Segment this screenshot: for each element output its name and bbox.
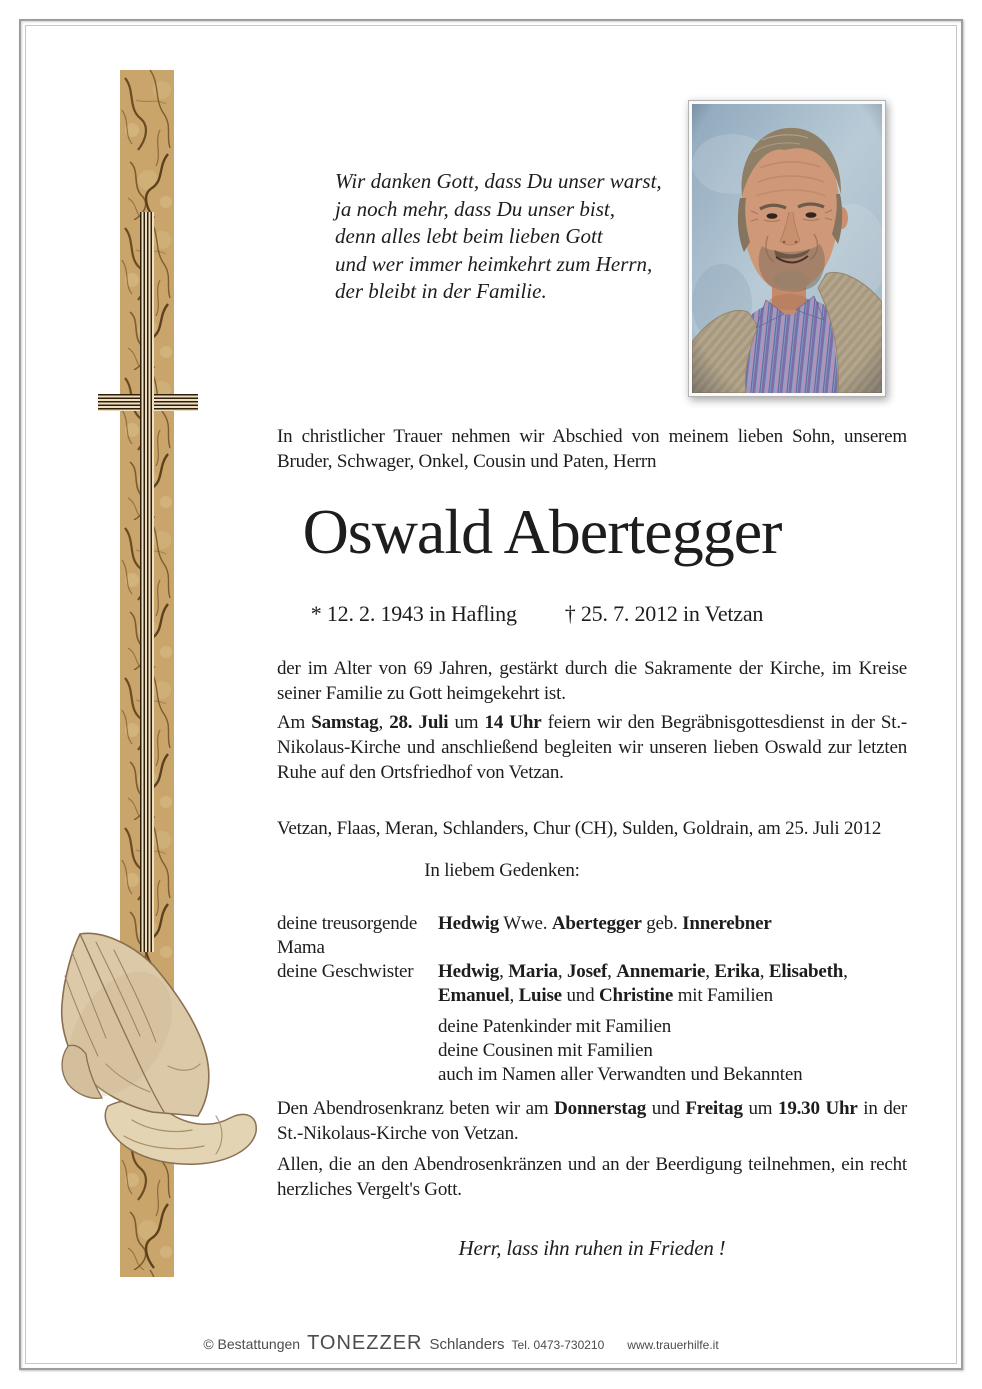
death-circumstances-text: der im Alter von 69 Jahren, gestärkt durch die Sakramente der Kirche, im Kreise seiner Familie zu Gott heimgekehrt ist. xyxy=(277,658,907,704)
poem-line: denn alles lebt beim lieben Gott xyxy=(335,224,603,248)
portrait-photo xyxy=(688,100,886,397)
footer-copyright: © Bestattungen xyxy=(203,1336,301,1352)
mourner-row xyxy=(277,912,907,960)
birth-date: * 12. 2. 1943 in Hafling xyxy=(310,601,517,626)
footer-city: Schlanders xyxy=(429,1336,505,1353)
family-places-line: Vetzan, Flaas, Meran, Schlanders, Chur (CH), Sulden, Goldrain, am 25. Juli 2012 xyxy=(277,818,882,839)
mourner-row xyxy=(277,960,907,1008)
poem-line: Wir danken Gott, dass Du unser warst, xyxy=(335,169,662,193)
thanks-text: Allen, die an den Abendrosenkränzen und an der Beerdigung teilnehmen, ein recht herzliches Vergelt's Gott. xyxy=(277,1154,907,1200)
mourner-names: Hedwig, Maria, Josef, Annemarie, Erika, Elisabeth, Emanuel, Luise und Christine mit Familien xyxy=(438,961,848,1006)
poem-line: ja noch mehr, dass Du unser bist, xyxy=(335,196,616,221)
footer-website: www.trauerhilfe.it xyxy=(627,1338,719,1352)
footer-phone: Tel. 0473-730210 xyxy=(511,1338,605,1352)
footer-brand: TONEZZER xyxy=(307,1332,423,1354)
mourner-relation-label: deine Geschwister xyxy=(277,961,414,982)
memorial-poem xyxy=(335,168,662,306)
mourner-relation-label: deine treusorgende Mama xyxy=(277,913,418,958)
additional-mourner-line: deine Cousinen mit Familien xyxy=(438,1040,653,1061)
death-date: † 25. 7. 2012 in Vetzan xyxy=(564,601,764,626)
funeral-home-footer xyxy=(0,1332,982,1355)
mourners-list xyxy=(277,912,907,1087)
deceased-name: Oswald Abertegger xyxy=(302,496,782,567)
mourner-names: Hedwig Wwe. Abertegger geb. Innerebner xyxy=(438,913,772,934)
additional-mourner-line: deine Patenkinder mit Familien xyxy=(438,1016,672,1037)
poem-line: und wer immer heimkehrt zum Herrn, xyxy=(335,251,653,276)
additional-mourner-line: auch im Namen aller Verwandten und Bekannten xyxy=(438,1064,803,1085)
remembrance-heading: In liebem Gedenken: xyxy=(424,860,580,881)
praying-hands-icon xyxy=(48,916,263,1168)
additional-mourners xyxy=(438,1015,907,1087)
life-dates xyxy=(277,601,907,627)
funeral-service-notice: Am Samstag, 28. Juli um 14 Uhr feiern wir den Begräbnisgottesdienst in der St.-Nikolaus-Kirche und anschließend begleiten wir unseren lieben Oswald zur letzten Ruhe auf den Ortsfriedhof von Vetzan. xyxy=(277,712,907,783)
cross-vertical-line-icon xyxy=(140,212,154,952)
rosary-notice: Den Abendrosenkranz beten wir am Donnerstag und Freitag um 19.30 Uhr in der St.-Nikolaus-Kirche von Vetzan. xyxy=(277,1098,907,1144)
poem-line: der bleibt in der Familie. xyxy=(335,279,547,303)
closing-prayer: Herr, lass ihn ruhen in Frieden ! xyxy=(458,1236,726,1260)
intro-text: In christlicher Trauer nehmen wir Abschied von meinem lieben Sohn, unserem Bruder, Schwager, Onkel, Cousin und Paten, Herrn xyxy=(277,426,907,472)
